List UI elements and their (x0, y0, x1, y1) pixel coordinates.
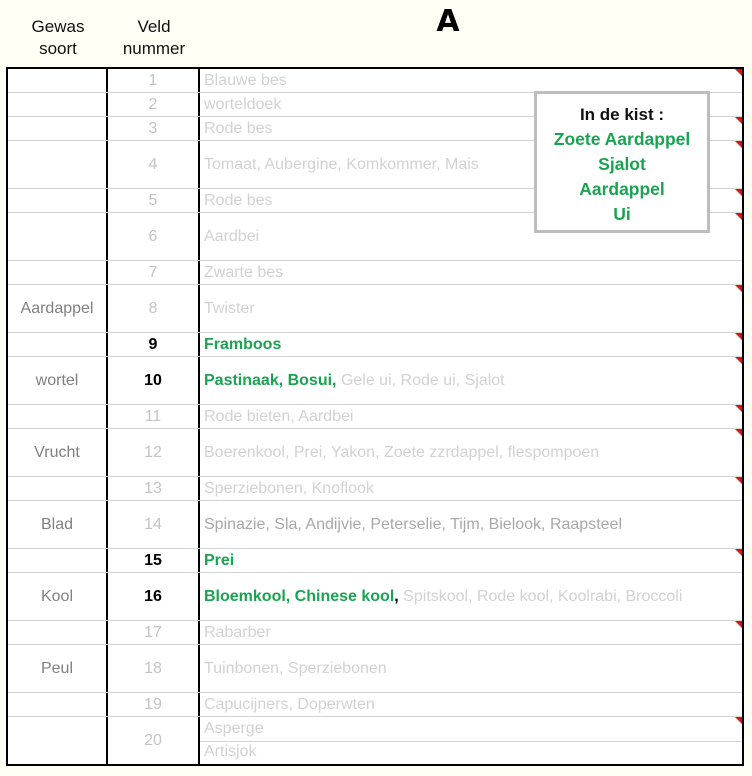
comment-indicator-icon[interactable] (735, 477, 742, 484)
gewas-soort-cell[interactable]: Blad (40, 515, 74, 533)
plant-text: Spinazie, Sla, Andijvie, Peterselie, Tijm, Bielook, Raapsteel (204, 515, 622, 533)
gewas-soort-cell[interactable] (8, 717, 106, 764)
plant-cell[interactable] (204, 285, 742, 332)
plant-text: Asperge (204, 719, 264, 737)
row-split-line (200, 741, 742, 742)
page-title: A (436, 4, 460, 39)
veld-nummer-cell[interactable]: 13 (144, 479, 162, 497)
table-row[interactable] (8, 621, 742, 645)
plant-cell[interactable] (204, 405, 742, 428)
plant-text: Gele ui, Rode ui, Sjalot (340, 371, 505, 389)
kist-item: Aardappel (579, 179, 665, 199)
comment-indicator-icon[interactable] (735, 429, 742, 436)
plant-cell[interactable] (204, 429, 742, 476)
header-veld-line2: nummer (122, 39, 186, 58)
kist-item: Sjalot (598, 154, 646, 174)
table-row[interactable] (8, 285, 742, 333)
kist-box (534, 91, 710, 233)
plant-text: Pastinaak, Bosui, (204, 371, 341, 389)
gewas-soort-cell[interactable]: Kool (40, 587, 74, 605)
plant-text: Rode bes (204, 119, 273, 137)
header-veld-nummer (108, 16, 200, 60)
comment-indicator-icon[interactable] (735, 357, 742, 364)
veld-nummer-cell[interactable]: 17 (144, 623, 162, 641)
header-veld-line1: Veld (137, 17, 171, 36)
veld-nummer-cell[interactable]: 16 (144, 587, 162, 605)
veld-nummer-cell[interactable]: 8 (148, 299, 158, 317)
gewas-soort-cell[interactable] (8, 69, 106, 92)
veld-nummer-cell[interactable]: 19 (144, 695, 162, 713)
table-row[interactable] (8, 357, 742, 405)
plant-text: Rode bes (204, 191, 273, 209)
veld-nummer-cell[interactable]: 10 (144, 371, 162, 389)
veld-nummer-cell[interactable]: 1 (148, 71, 158, 89)
plant-cell[interactable] (204, 741, 742, 765)
plant-cell[interactable] (204, 477, 742, 500)
gewas-soort-cell[interactable] (8, 405, 106, 428)
comment-indicator-icon[interactable] (735, 69, 742, 76)
plant-text: Blauwe bes (204, 71, 287, 89)
veld-nummer-cell[interactable]: 11 (144, 407, 162, 425)
gewas-soort-cell[interactable] (8, 189, 106, 212)
comment-indicator-icon[interactable] (735, 117, 742, 124)
plant-text: Twister (204, 299, 255, 317)
veld-nummer-cell[interactable]: 20 (144, 731, 162, 749)
gewas-soort-cell[interactable]: Vrucht (34, 443, 80, 461)
plant-text: Sperziebonen, Knoflook (204, 479, 374, 497)
plant-text: Tomaat, Aubergine, Komkommer, Mais (204, 155, 479, 173)
plant-text: Rabarber (204, 623, 271, 641)
comment-indicator-icon[interactable] (735, 549, 742, 556)
veld-nummer-cell[interactable]: 6 (148, 227, 158, 245)
veld-nummer-cell[interactable]: 7 (148, 263, 158, 281)
plant-text: Prei (204, 551, 235, 569)
kist-item: Ui (613, 204, 631, 224)
kist-item: Zoete Aardappel (553, 129, 691, 149)
gewas-soort-cell[interactable] (8, 261, 106, 284)
gewas-soort-cell[interactable] (8, 93, 106, 116)
plant-text: Zwarte bes (204, 263, 284, 281)
plant-text: Artisjok (204, 743, 257, 761)
gewas-soort-cell[interactable] (8, 477, 106, 500)
plant-text: worteldoek (204, 95, 282, 113)
plant-cell[interactable] (204, 357, 742, 404)
header-gewas-line2: soort (39, 39, 77, 58)
plant-cell[interactable] (204, 501, 742, 548)
table-row[interactable] (8, 477, 742, 501)
kist-title: In de kist : (579, 105, 665, 124)
plant-text: Aardbei (204, 227, 260, 245)
plant-text: Framboos (204, 335, 282, 353)
table-row[interactable] (8, 333, 742, 357)
gewas-soort-cell[interactable] (8, 693, 106, 716)
comment-indicator-icon[interactable] (735, 405, 742, 412)
veld-nummer-cell[interactable]: 4 (148, 155, 158, 173)
table-row[interactable] (8, 645, 742, 693)
plant-cell[interactable] (204, 645, 742, 692)
table-row[interactable] (8, 693, 742, 717)
plant-text: , (394, 587, 399, 605)
plant-cell[interactable] (204, 69, 742, 92)
comment-indicator-icon[interactable] (735, 333, 742, 340)
plant-cell[interactable] (204, 573, 742, 620)
gewas-soort-cell[interactable] (8, 333, 106, 356)
comment-indicator-icon[interactable] (735, 189, 742, 196)
gewas-soort-cell[interactable] (8, 213, 106, 260)
plant-text: Bloemkool, Chinese kool (204, 587, 395, 605)
veld-nummer-cell[interactable]: 12 (144, 443, 162, 461)
plant-cell[interactable] (204, 333, 742, 356)
plant-text: Capucijners, Doperwten (204, 695, 375, 713)
gewas-soort-cell[interactable] (8, 549, 106, 572)
table-row[interactable] (8, 261, 742, 285)
gewas-soort-cell[interactable] (8, 117, 106, 140)
veld-nummer-cell[interactable]: 3 (148, 119, 158, 137)
header-gewas-line1: Gewas (31, 17, 85, 36)
table-row[interactable] (8, 573, 742, 621)
table-row[interactable] (8, 405, 742, 429)
gewas-soort-cell[interactable] (8, 141, 106, 188)
veld-nummer-cell[interactable]: 14 (144, 515, 162, 533)
comment-indicator-icon[interactable] (735, 213, 742, 220)
plant-text: Rode bieten, Aardbei (204, 407, 354, 425)
gewas-soort-cell[interactable]: Peul (40, 659, 74, 677)
table-row[interactable] (8, 717, 742, 764)
veld-nummer-cell[interactable]: 18 (144, 659, 162, 677)
gewas-soort-cell[interactable]: Aardappel (20, 299, 94, 317)
gewas-soort-cell[interactable]: wortel (35, 371, 79, 389)
plant-cell[interactable] (204, 261, 742, 284)
plant-cell[interactable] (204, 693, 742, 716)
plant-cell[interactable] (204, 621, 742, 644)
table-row[interactable] (8, 69, 742, 93)
plant-text: Boerenkool, Prei, Yakon, Zoete zzrdappel, flespompoen (204, 443, 600, 461)
table-row[interactable] (8, 429, 742, 477)
plant-cell[interactable] (204, 717, 742, 741)
plant-text: Spitskool, Rode kool, Koolrabi, Broccoli (398, 587, 683, 605)
table-row[interactable] (8, 501, 742, 549)
table-row[interactable] (8, 549, 742, 573)
comment-indicator-icon[interactable] (735, 285, 742, 292)
veld-nummer-cell[interactable]: 15 (144, 551, 162, 569)
header-gewas-soort (8, 16, 108, 60)
veld-nummer-cell[interactable]: 5 (148, 191, 158, 209)
comment-indicator-icon[interactable] (735, 621, 742, 628)
veld-nummer-cell[interactable]: 2 (148, 95, 158, 113)
gewas-soort-cell[interactable] (8, 621, 106, 644)
plant-text: Tuinbonen, Sperziebonen (204, 659, 387, 677)
comment-indicator-icon[interactable] (735, 717, 742, 724)
veld-nummer-cell[interactable]: 9 (148, 335, 158, 353)
comment-indicator-icon[interactable] (735, 141, 742, 148)
plant-cell[interactable] (204, 549, 742, 572)
